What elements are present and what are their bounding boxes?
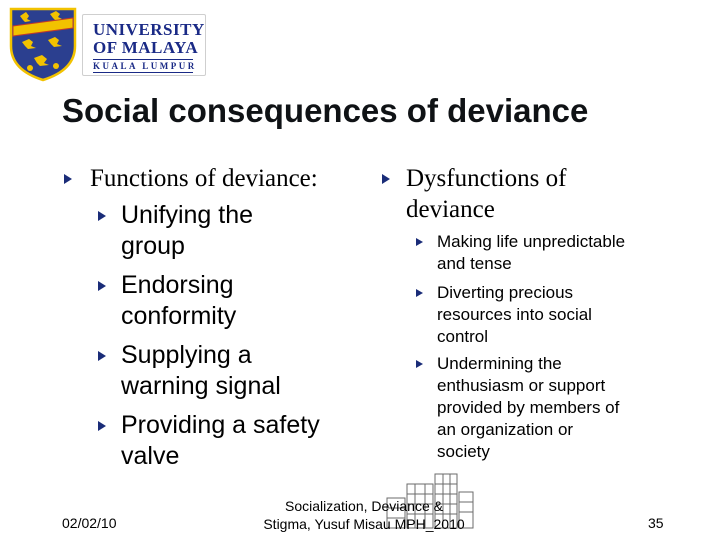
list-item-line: Endorsing xyxy=(121,271,234,299)
list-item-line: conformity xyxy=(121,302,237,330)
triangle-bullet-icon xyxy=(64,174,72,184)
list-item xyxy=(121,270,236,332)
list-item-line: group xyxy=(121,232,185,260)
triangle-bullet-icon xyxy=(416,360,423,368)
list-item-line: Undermining the xyxy=(437,354,562,373)
list-item-line: Diverting precious xyxy=(437,283,574,302)
footer-presentation-info xyxy=(250,497,478,533)
list-item xyxy=(437,353,619,463)
dysfunctions-heading xyxy=(406,163,566,225)
list-item-line: Unifying the xyxy=(121,201,254,229)
functions-heading: Functions of deviance: xyxy=(90,165,318,192)
logo-university-text: UNIVERSITY xyxy=(93,20,205,39)
list-item-line: control xyxy=(437,327,489,346)
list-item xyxy=(437,282,592,348)
logo-wordmark xyxy=(82,14,206,76)
list-item xyxy=(121,200,253,262)
list-item-line: resources into social xyxy=(437,305,592,324)
slide-number: 35 xyxy=(648,515,664,531)
list-item-line: society xyxy=(437,442,490,461)
heading-line: Dysfunctions of xyxy=(406,165,567,192)
list-item xyxy=(437,231,625,275)
heading-line: deviance xyxy=(406,196,495,223)
triangle-bullet-icon xyxy=(416,289,423,297)
triangle-bullet-icon xyxy=(416,238,423,246)
list-item-line: valve xyxy=(121,442,180,470)
university-logo xyxy=(8,6,204,82)
list-item-line: enthusiasm or support xyxy=(437,376,606,395)
list-item-line: Making life unpredictable xyxy=(437,232,626,251)
triangle-bullet-icon xyxy=(98,421,106,431)
list-item-line: and tense xyxy=(437,254,512,273)
logo-of-malaya-text: OF MALAYA xyxy=(93,38,199,57)
triangle-bullet-icon xyxy=(98,281,106,291)
footer-line: Socialization, Deviance & xyxy=(285,498,443,514)
list-item-line: an organization or xyxy=(437,420,574,439)
list-item-line: Providing a safety xyxy=(121,411,320,439)
list-item-line: provided by members of xyxy=(437,398,620,417)
list-item-line: warning signal xyxy=(121,372,281,400)
triangle-bullet-icon xyxy=(98,211,106,221)
logo-kuala-lumpur-text: KUALA LUMPUR xyxy=(93,61,197,71)
list-item-line: Supplying a xyxy=(121,341,252,369)
triangle-bullet-icon xyxy=(98,351,106,361)
crest-icon xyxy=(8,6,78,82)
triangle-bullet-icon xyxy=(382,174,390,184)
list-item xyxy=(121,410,320,472)
footer-line: Stigma, Yusuf Misau MPH_2010 xyxy=(263,516,465,532)
list-item xyxy=(121,340,281,402)
footer-date: 02/02/10 xyxy=(62,515,117,531)
slide-title: Social consequences of deviance xyxy=(62,92,589,129)
